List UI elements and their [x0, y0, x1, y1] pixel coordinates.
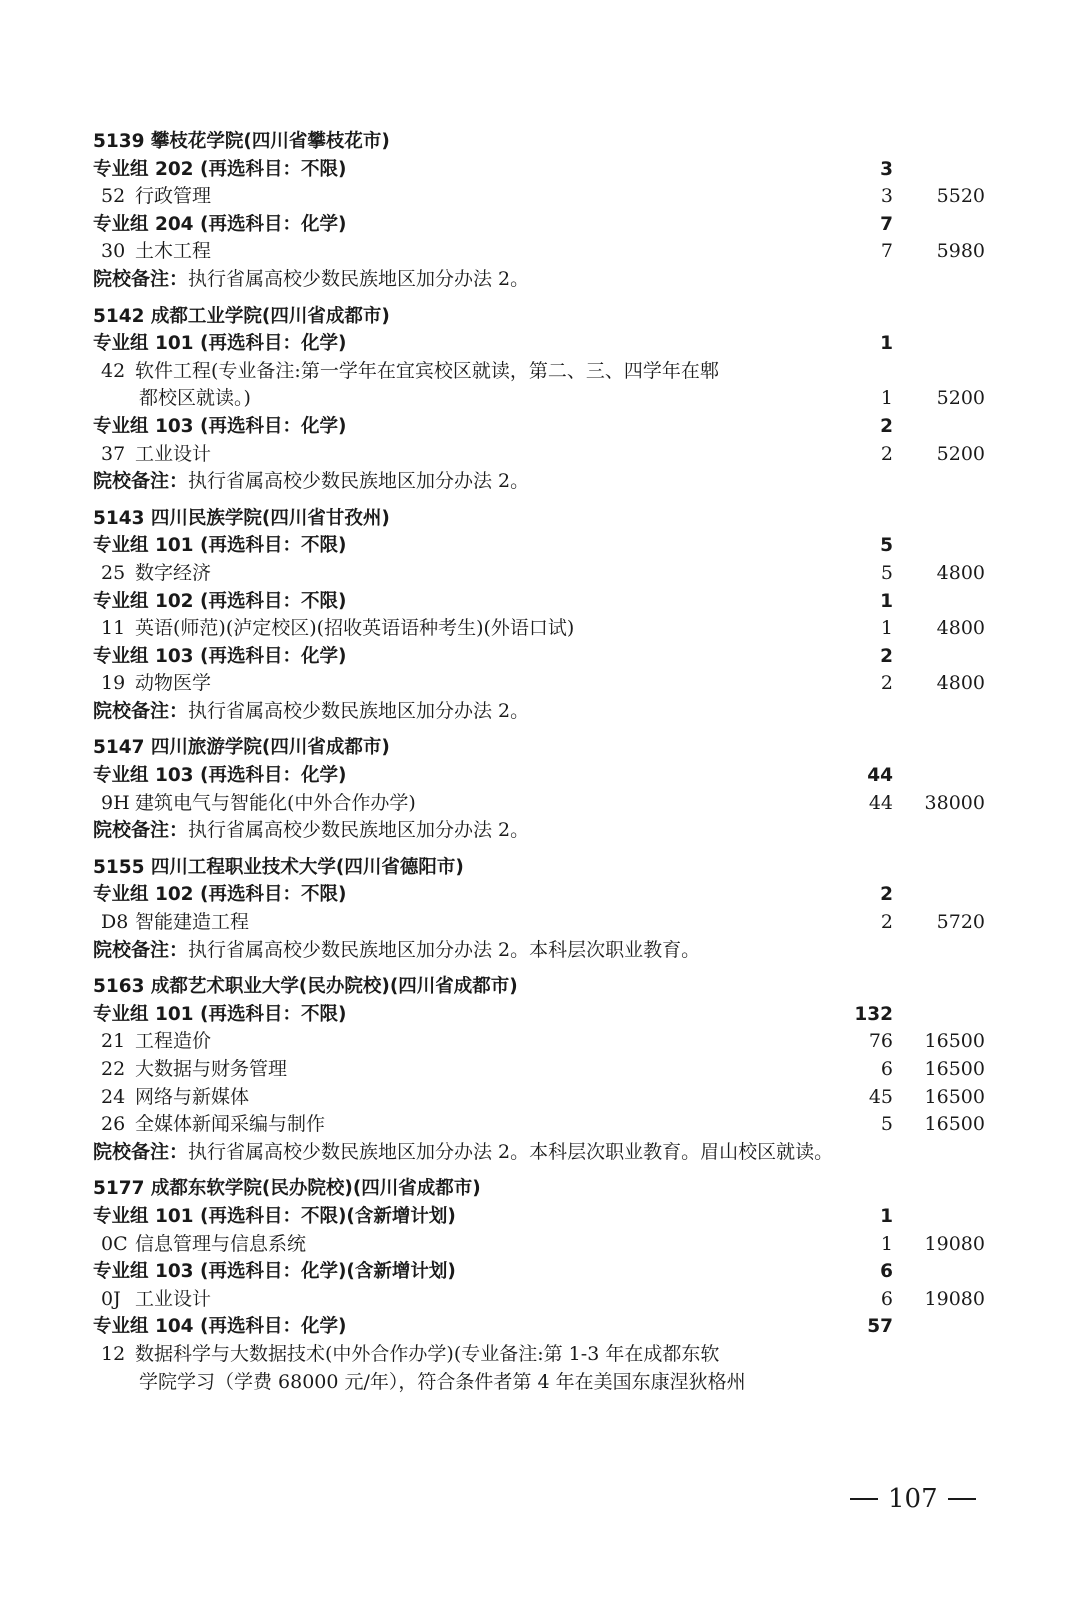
- school-title: 5177 成都东软学院(民办院校)(四川省成都市): [93, 1178, 481, 1200]
- major-row: [93, 1056, 993, 1084]
- major-name: 信息管理与信息系统: [135, 1232, 307, 1255]
- plan-count: 132: [854, 1003, 893, 1025]
- school-note-label: 院校备注：: [93, 699, 189, 722]
- major-group-row: [93, 330, 993, 358]
- tuition-fee: 16500: [924, 1085, 985, 1108]
- school-note-text: 执行省属高校少数民族地区加分办法 2。本科层次职业教育。眉山校区就读。: [188, 1140, 834, 1163]
- major-name: 大数据与财务管理: [135, 1058, 288, 1080]
- plan-count: 1: [880, 387, 893, 410]
- major-name: 网络与新媒体: [135, 1085, 250, 1108]
- plan-count: 2: [880, 415, 893, 437]
- major-code: 37: [101, 442, 126, 465]
- major-name: 工程造价: [135, 1030, 212, 1053]
- school-note-text: 执行省属高校少数民族地区加分办法 2。本科层次职业教育。: [188, 938, 701, 961]
- major-row: [93, 1028, 993, 1056]
- plan-count: 5: [880, 535, 893, 557]
- plan-count: 44: [868, 791, 893, 814]
- major-name: 数据科学与大数据技术(中外合作办学)(专业备注:第 1-3 年在成都东软: [135, 1342, 720, 1365]
- school-title: 5163 成都艺术职业大学(民办院校)(四川省成都市): [93, 976, 518, 998]
- major-name: 软件工程(专业备注:第一学年在宜宾校区就读，第二、三、四学年在郫: [135, 359, 719, 382]
- major-name: 建筑电气与智能化(中外合作办学): [135, 791, 416, 814]
- major-code: 30: [101, 240, 126, 263]
- school-note-label: 院校备注：: [93, 938, 189, 961]
- major-code: 12: [101, 1342, 126, 1365]
- plan-count: 1: [880, 617, 893, 640]
- plan-count: 7: [880, 213, 893, 235]
- school-note-row: [93, 937, 993, 965]
- school-note-label: 院校备注：: [93, 819, 189, 842]
- major-row: [93, 1286, 993, 1314]
- school-note-label: 院校备注：: [93, 1140, 189, 1163]
- tuition-fee: 5720: [936, 911, 985, 934]
- school-title: 5155 四川工程职业技术大学(四川省德阳市): [93, 856, 464, 878]
- major-group-row: [93, 588, 993, 616]
- plan-count: 2: [880, 672, 893, 695]
- plan-count: 5: [880, 561, 893, 584]
- tuition-fee: 5520: [936, 185, 985, 208]
- tuition-fee: 16500: [924, 1113, 985, 1136]
- tuition-fee: 4800: [936, 561, 985, 584]
- plan-count: 57: [867, 1316, 893, 1338]
- major-name: 工业设计: [135, 1287, 212, 1310]
- plan-count: 2: [880, 442, 893, 465]
- major-group-label: 专业组 103 (再选科目：化学): [93, 645, 347, 667]
- major-name: 数字经济: [135, 561, 212, 584]
- major-group-label: 专业组 104 (再选科目：化学): [93, 1316, 347, 1338]
- major-name: 工业设计: [135, 442, 212, 465]
- major-row: [93, 1084, 993, 1112]
- major-group-row: [93, 1203, 993, 1231]
- major-row: [93, 1341, 993, 1369]
- page-number: [850, 1481, 978, 1515]
- major-group-label: 专业组 101 (再选科目：不限)(含新增计划): [93, 1205, 456, 1227]
- plan-count: 6: [880, 1058, 893, 1080]
- major-group-label: 专业组 103 (再选科目：化学): [93, 765, 347, 787]
- major-group-label: 专业组 101 (再选科目：不限): [93, 535, 347, 557]
- major-name: 土木工程: [135, 240, 212, 263]
- major-code: 22: [101, 1058, 126, 1080]
- tuition-fee: 5200: [936, 387, 985, 410]
- major-row: [93, 1231, 993, 1259]
- major-code: 11: [101, 617, 126, 640]
- major-group-label: 专业组 101 (再选科目：化学): [93, 333, 347, 355]
- page-number-value: 107: [888, 1484, 938, 1514]
- major-row: [93, 1111, 993, 1139]
- major-code: 19: [101, 672, 126, 695]
- major-group-row: [93, 413, 993, 441]
- major-group-label: 专业组 103 (再选科目：化学)(含新增计划): [93, 1261, 456, 1283]
- major-group-row: [93, 1313, 993, 1341]
- major-row: [93, 909, 993, 937]
- major-group-label: 专业组 204 (再选科目：化学): [93, 213, 347, 235]
- school-note-text: 执行省属高校少数民族地区加分办法 2。: [188, 699, 530, 722]
- tuition-fee: 5200: [936, 442, 985, 465]
- major-name: 行政管理: [135, 185, 212, 208]
- major-row: [93, 183, 993, 211]
- plan-count: 44: [867, 765, 893, 787]
- major-name: 英语(师范)(泸定校区)(招收英语语种考生)(外语口试): [135, 617, 575, 640]
- major-group-label: 专业组 101 (再选科目：不限): [93, 1003, 347, 1025]
- school-note-label: 院校备注：: [93, 470, 189, 493]
- major-code: 26: [101, 1113, 126, 1136]
- school-note-text: 执行省属高校少数民族地区加分办法 2。: [188, 470, 530, 493]
- major-group-row: [93, 532, 993, 560]
- major-code: 24: [101, 1085, 126, 1108]
- major-code: 0J: [101, 1287, 121, 1310]
- plan-count: 2: [880, 884, 893, 906]
- major-code: 21: [101, 1030, 126, 1053]
- tuition-fee: 4800: [936, 617, 985, 640]
- school-note-row: [93, 468, 993, 496]
- school-note-label: 院校备注：: [93, 267, 189, 290]
- plan-count: 1: [880, 333, 893, 355]
- major-row: [93, 790, 993, 818]
- major-row-continued: [93, 385, 993, 413]
- major-name: 智能建造工程: [135, 911, 250, 934]
- plan-count: 76: [868, 1030, 893, 1053]
- plan-count: 45: [868, 1085, 893, 1108]
- tuition-fee: 19080: [924, 1232, 985, 1255]
- major-group-label: 专业组 103 (再选科目：化学): [93, 415, 347, 437]
- major-code: 42: [101, 359, 126, 382]
- plan-count: 6: [880, 1287, 893, 1310]
- plan-count: 3: [880, 185, 893, 208]
- major-code: D8: [101, 911, 129, 934]
- major-name-continued: 学院学习（学费 68000 元/年），符合条件者第 4 年在美国东康涅狄格州: [139, 1370, 746, 1393]
- plan-count: 2: [880, 645, 893, 667]
- major-row: [93, 560, 993, 588]
- admission-plan-list: [93, 128, 993, 1396]
- major-group-row: [93, 643, 993, 671]
- school-title: 5142 成都工业学院(四川省成都市): [93, 305, 390, 327]
- tuition-fee: 16500: [924, 1030, 985, 1053]
- major-row: [93, 670, 993, 698]
- plan-count: 7: [880, 240, 893, 263]
- plan-count: 1: [880, 1232, 893, 1255]
- plan-count: 2: [880, 911, 893, 934]
- plan-count: 5: [880, 1113, 893, 1136]
- major-group-row: [93, 211, 993, 239]
- plan-count: 1: [880, 590, 893, 612]
- tuition-fee: 4800: [936, 672, 985, 695]
- school-note-row: [93, 266, 993, 294]
- tuition-fee: 16500: [924, 1058, 985, 1080]
- major-code: 25: [101, 561, 126, 584]
- major-row: [93, 358, 993, 386]
- major-group-label: 专业组 102 (再选科目：不限): [93, 884, 347, 906]
- page-number-dash-left: [850, 1498, 878, 1500]
- school-note-row: [93, 698, 993, 726]
- major-group-row: [93, 1001, 993, 1029]
- major-row: [93, 238, 993, 266]
- major-group-label: 专业组 102 (再选科目：不限): [93, 590, 347, 612]
- major-code: 9H: [101, 791, 130, 814]
- plan-count: 1: [880, 1205, 893, 1227]
- school-title: 5139 攀枝花学院(四川省攀枝花市): [93, 131, 390, 152]
- major-group-row: [93, 156, 993, 184]
- major-row: [93, 615, 993, 643]
- major-code: 52: [101, 185, 126, 208]
- plan-count: 3: [880, 158, 893, 180]
- major-row-continued: [93, 1369, 993, 1397]
- major-name: 动物医学: [135, 672, 212, 695]
- major-group-row: [93, 1258, 993, 1286]
- major-group-row: [93, 881, 993, 909]
- school-note-row: [93, 1139, 993, 1167]
- school-note-text: 执行省属高校少数民族地区加分办法 2。: [188, 267, 530, 290]
- major-group-row: [93, 762, 993, 790]
- school-note-text: 执行省属高校少数民族地区加分办法 2。: [188, 819, 530, 842]
- school-title: 5143 四川民族学院(四川省甘孜州): [93, 507, 390, 529]
- major-row: [93, 441, 993, 469]
- school-note-row: [93, 817, 993, 845]
- major-name: 全媒体新闻采编与制作: [135, 1113, 326, 1136]
- tuition-fee: 5980: [936, 240, 985, 263]
- school-title: 5147 四川旅游学院(四川省成都市): [93, 737, 390, 759]
- major-code: 0C: [101, 1232, 128, 1255]
- major-group-label: 专业组 202 (再选科目：不限): [93, 158, 347, 180]
- plan-count: 6: [880, 1261, 893, 1283]
- page-number-dash-right: [948, 1498, 976, 1500]
- tuition-fee: 19080: [924, 1287, 985, 1310]
- major-name-continued: 都校区就读。): [139, 387, 251, 410]
- tuition-fee: 38000: [924, 791, 985, 814]
